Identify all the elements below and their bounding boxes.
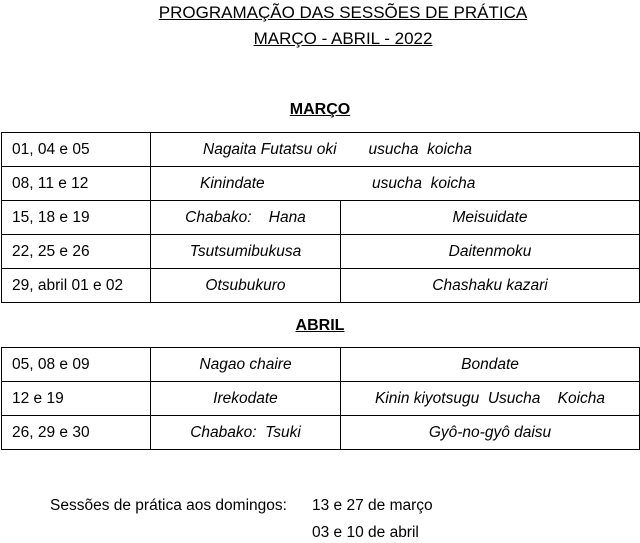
activity-left: Kinindate [200,175,265,192]
footer-sunday-dates-2: 03 e 10 de abril [312,524,419,541]
table-row [2,416,640,450]
schedule-table-abril [1,347,640,450]
activity-left: Nagaita Futatsu oki [203,141,337,158]
activity-left: Otsubukuro [151,269,341,303]
session-date: 15, 18 e 19 [2,201,151,235]
session-date: 12 e 19 [2,382,151,416]
session-date: 01, 04 e 05 [2,133,151,167]
activity-right: Meisuidate [341,201,640,235]
activity-right: Kinin kiyotsugu Usucha Koicha [341,382,640,416]
title-line-1: PROGRAMAÇÃO DAS SESSÕES DE PRÁTICA [158,3,528,22]
session-date: 26, 29 e 30 [2,416,151,450]
session-date: 08, 11 e 12 [2,167,151,201]
schedule-table-marco [1,132,640,303]
footer-sunday-dates-1: 13 e 27 de março [312,497,433,514]
activity-right: Chashaku kazari [341,269,640,303]
table-row [2,167,640,201]
table-row [2,235,640,269]
table-row [2,201,640,235]
session-date: 05, 08 e 09 [2,348,151,382]
table-row [2,348,640,382]
activity-left: Nagao chaire [151,348,341,382]
table-row [2,269,640,303]
activity-left: Chabako: Tsuki [151,416,341,450]
table-row [2,133,640,167]
activity-right: Bondate [341,348,640,382]
session-activity [151,133,640,167]
session-date: 29, abril 01 e 02 [2,269,151,303]
activity-right: usucha koicha [372,175,476,192]
section-label-abril: ABRIL [295,317,345,334]
title-line-2: MARÇO - ABRIL - 2022 [253,29,433,48]
activity-right: usucha koicha [368,141,472,158]
activity-left: Irekodate [151,382,341,416]
activity-left: Tsutsumibukusa [151,235,341,269]
section-label-marco: MARÇO [289,101,351,118]
session-activity [151,167,640,201]
footer-label: Sessões de prática aos domingos: [50,497,287,514]
activity-left: Chabako: Hana [151,201,341,235]
activity-right: Gyô-no-gyô daisu [341,416,640,450]
session-date: 22, 25 e 26 [2,235,151,269]
table-row [2,382,640,416]
activity-right: Daitenmoku [341,235,640,269]
